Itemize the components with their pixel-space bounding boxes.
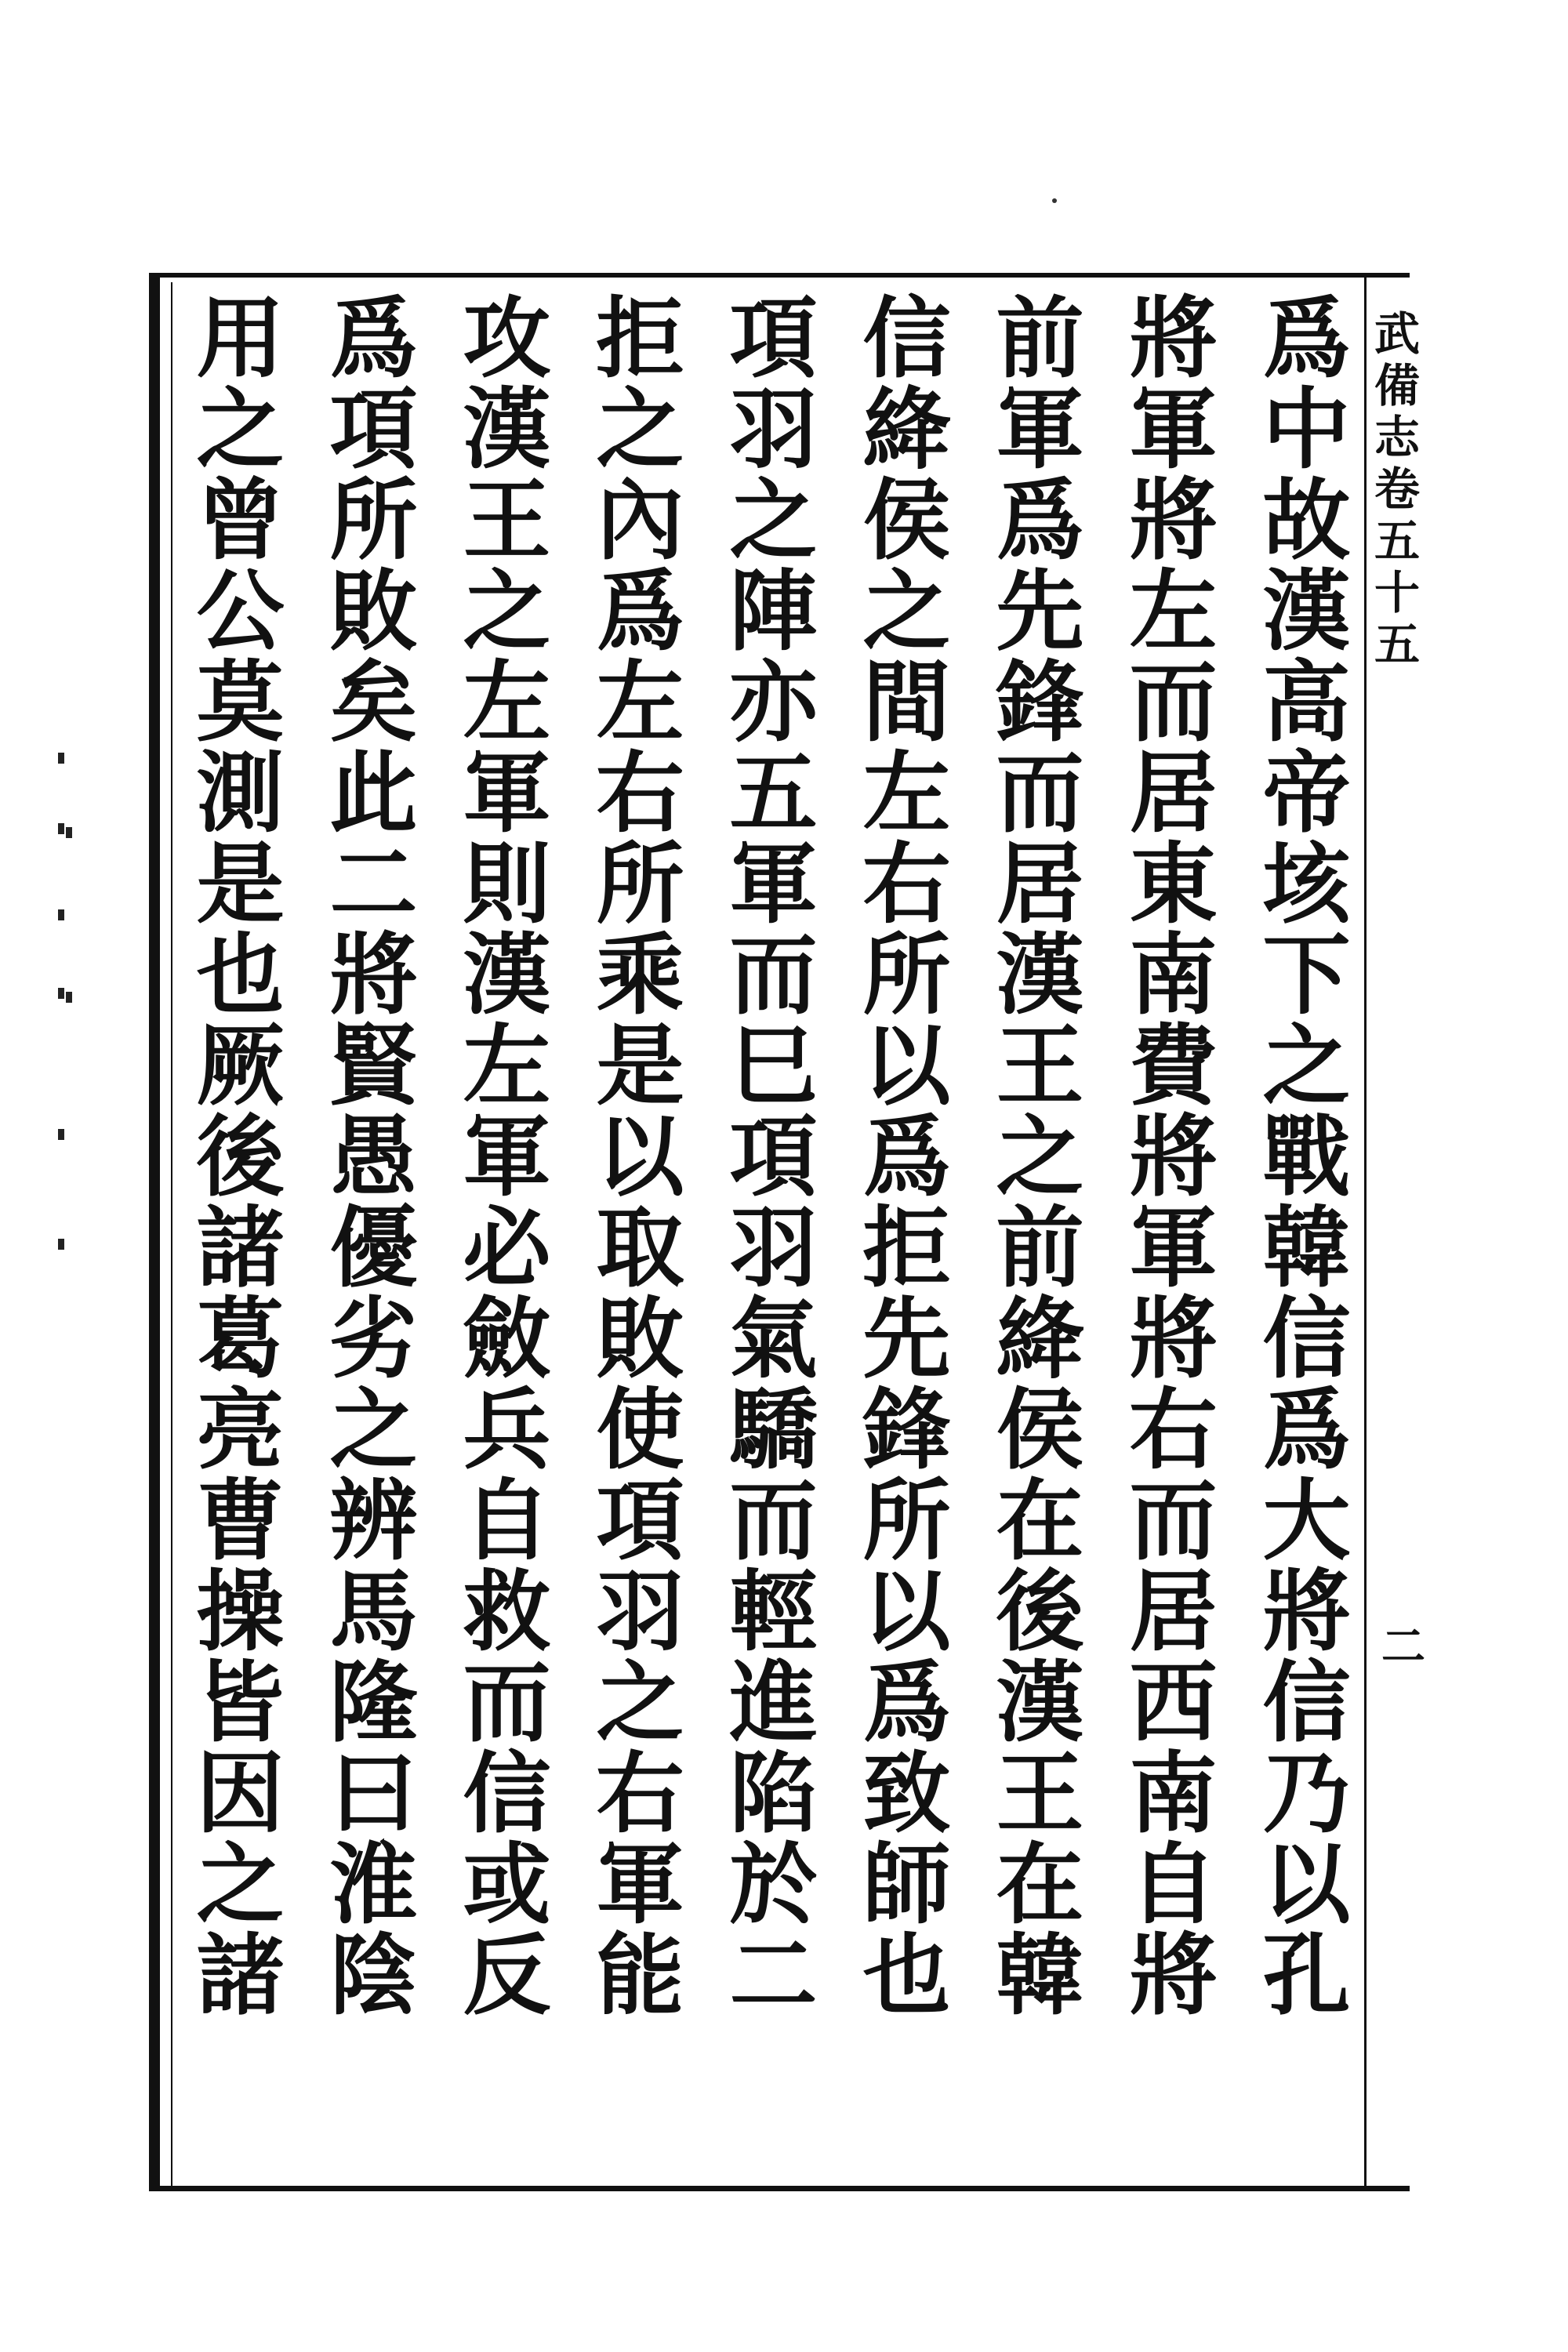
paper-speck: [1052, 198, 1057, 203]
text-column-7: 攻漢王之左軍則漢左軍必斂兵自救而信或反: [448, 292, 551, 2020]
inner-rule: [171, 282, 173, 2187]
text-column-9: 用之曾公莫測是也厥後諸葛亮曹操皆因之諸: [182, 292, 285, 2020]
running-head: 武備志卷五十五: [1367, 310, 1420, 672]
folio-number: 二: [1374, 1623, 1426, 1667]
text-column-5: 項羽之陣亦五軍而巳項羽氣驕而輕進陷於二: [715, 292, 818, 2020]
text-column-8: 爲項所敗矣此二將賢愚優劣之辨馬隆曰淮陰: [315, 292, 418, 2020]
text-columns: [174, 292, 1358, 2173]
text-column-4: 信絳侯之間左右所以爲拒先鋒所以爲致師也: [848, 292, 951, 2020]
text-column-3: 前軍爲先鋒而居漢王之前絳侯在後漢王在韓: [982, 292, 1084, 2020]
binding-marks: [55, 753, 78, 1254]
text-column-1: 爲中故漢高帝垓下之戰韓信爲大將信乃以孔: [1248, 292, 1351, 2020]
text-column-2: 將軍將左而居東南費將軍將右而居西南自將: [1115, 292, 1218, 2020]
text-column-6: 拒之內爲左右所乘是以取敗使項羽之右軍能: [582, 292, 684, 2020]
